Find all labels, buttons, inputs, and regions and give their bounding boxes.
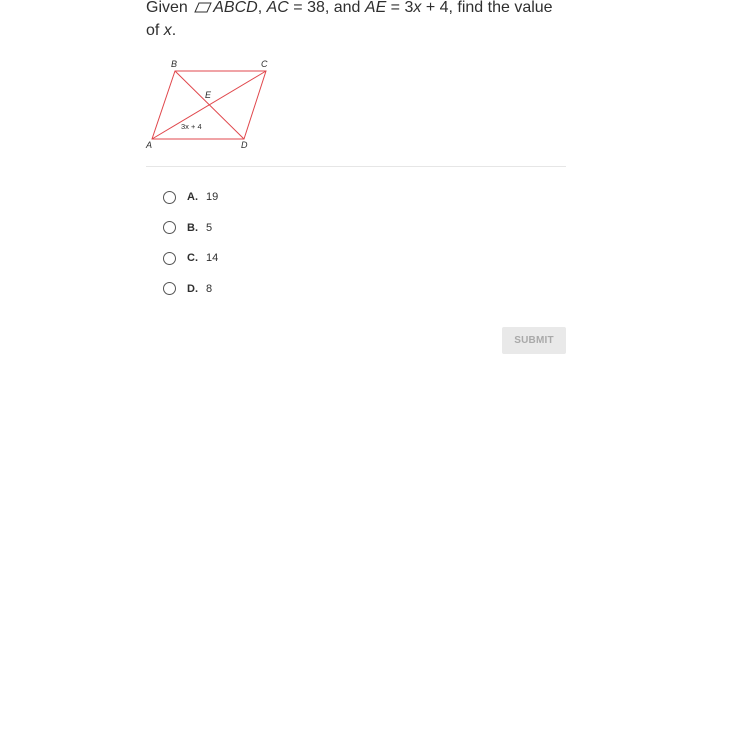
- choice-b[interactable]: [163, 218, 218, 238]
- radio-button[interactable]: [163, 191, 176, 204]
- question-text: Given ABCD, AC = 38, and AE = 3x + 4, find the value of x.: [146, 0, 553, 39]
- submit-button[interactable]: SUBMIT: [502, 327, 566, 354]
- divider: [146, 166, 566, 167]
- choice-value: 8: [206, 282, 213, 295]
- parallelogram-name: ABCD: [213, 0, 258, 16]
- choice-value: 5: [206, 221, 213, 234]
- intersection-e-label: E: [205, 90, 212, 100]
- choice-letter: A.: [187, 191, 198, 203]
- vertex-b-label: B: [171, 59, 178, 69]
- answer-choices: [163, 187, 218, 309]
- choice-value: 14: [206, 252, 219, 264]
- vertex-c-label: C: [261, 59, 268, 69]
- vertex-d-label: D: [241, 140, 248, 150]
- choice-value: 19: [206, 191, 219, 203]
- segment-ae-label: 3x + 4: [181, 122, 202, 131]
- choice-letter: B.: [187, 221, 198, 234]
- vertex-a-label: A: [146, 140, 153, 150]
- radio-button[interactable]: [163, 282, 176, 295]
- radio-button[interactable]: [163, 221, 176, 234]
- choice-c[interactable]: [163, 248, 218, 268]
- parallelogram-icon: [194, 0, 212, 20]
- choice-d[interactable]: [163, 279, 218, 299]
- parallelogram-figure: [140, 56, 280, 154]
- choice-letter: C.: [187, 252, 198, 264]
- choice-a[interactable]: [163, 187, 218, 207]
- choice-letter: D.: [187, 282, 198, 295]
- radio-button[interactable]: [163, 252, 176, 265]
